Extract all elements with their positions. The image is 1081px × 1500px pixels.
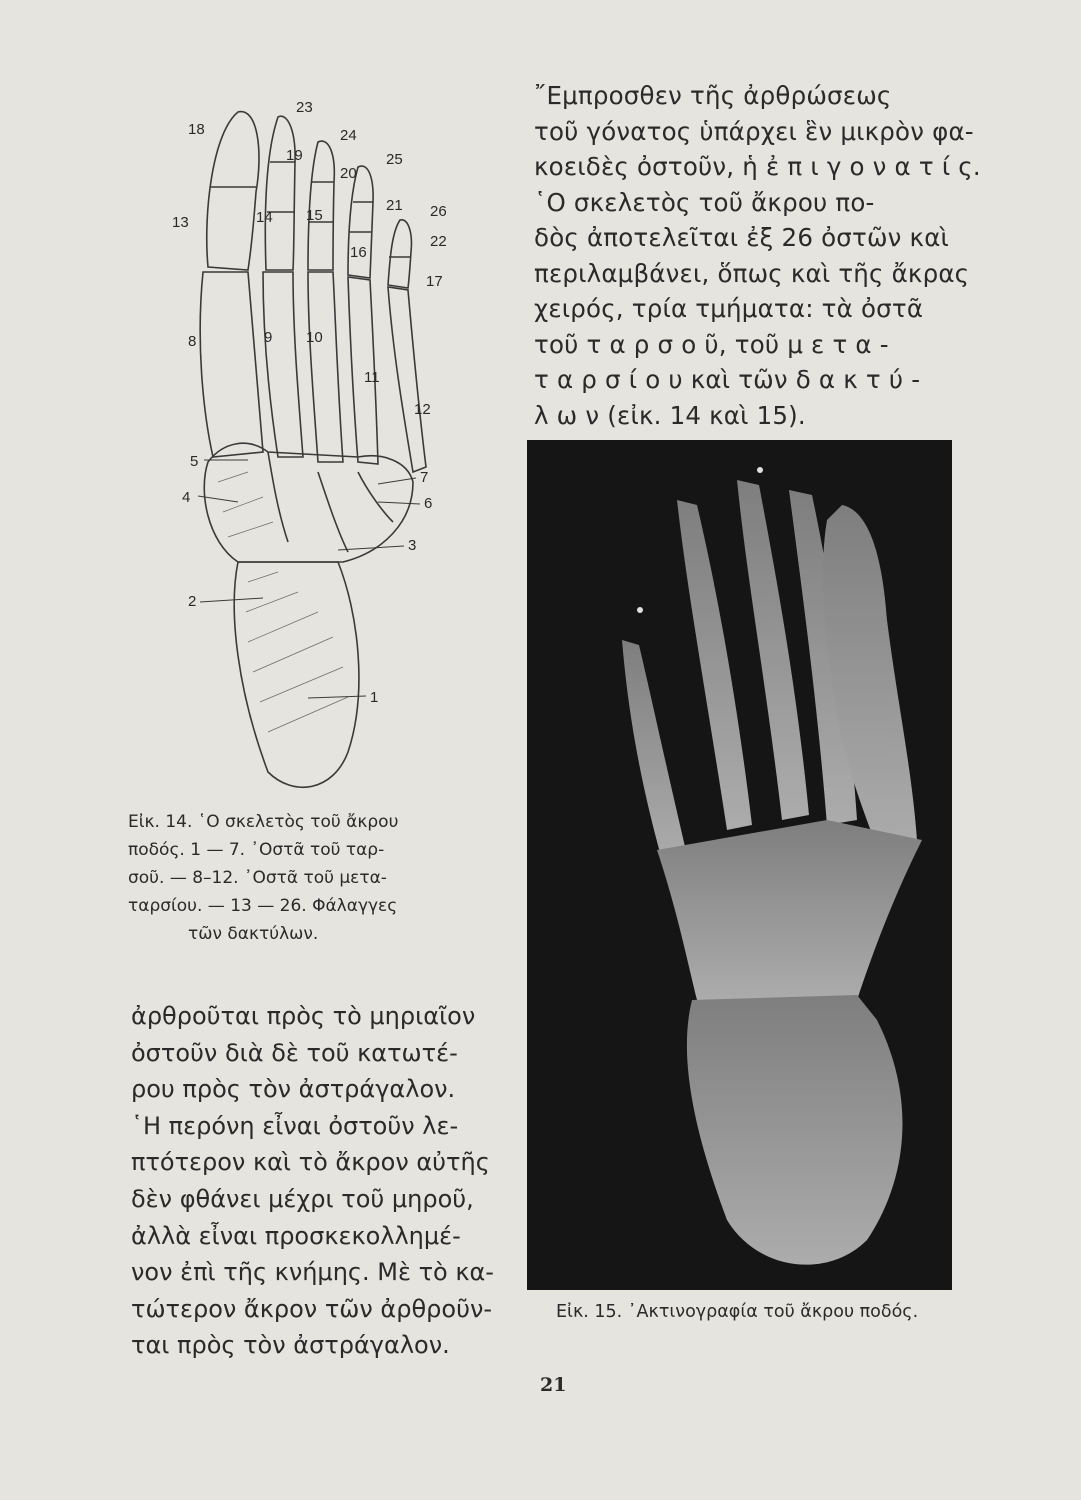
caption-line: τῶν δακτύλων. [188,924,319,944]
text-line: τοῦ τ α ρ σ ο ῦ, τοῦ μ ε τ α - [534,329,889,359]
caption-line: σοῦ. — 8–12. ᾿Οστᾶ τοῦ μετα- [128,868,387,888]
bone-label-3: 3 [408,537,417,554]
text-line: νον ἐπὶ τῆς κνήμης. Μὲ τὸ κα- [131,1258,494,1287]
bone-label-19: 19 [286,147,303,164]
bone-label-5: 5 [190,453,199,470]
text-line: ἀλλὰ εἶναι προσκεκολλημέ- [131,1221,461,1250]
foot-skeleton-figure [168,92,468,802]
text-line: περιλαμβάνει, ὅπως καὶ τῆς ἄκρας [534,258,970,288]
bone-label-7: 7 [420,469,429,486]
bone-label-12: 12 [414,401,431,418]
bone-label-15: 15 [306,207,323,224]
calcaneus-bone [234,562,359,787]
text-line: ῎Εμπροσθεν τῆς ἀρθρώσεως [534,81,892,110]
text-line: χειρός, τρία τμήματα: τὰ ὀστᾶ [534,294,924,323]
caption-line: Εἰκ. 14. ῾Ο σκελετὸς τοῦ ἄκρου [128,812,399,832]
metatarsal-3 [308,272,343,462]
bone-label-14: 14 [256,209,273,226]
bone-label-24: 24 [340,127,357,144]
metatarsal-5 [388,287,426,472]
bone-label-16: 16 [350,244,367,261]
caption-line: ταρσίου. — 13 — 26. Φάλαγγες [128,896,398,916]
phalanx-toe-4 [348,166,373,278]
bone-label-10: 10 [306,329,323,346]
text-line: ὀστοῦν διὰ δὲ τοῦ κατωτέ- [131,1038,458,1067]
bone-label-11: 11 [364,369,380,386]
bone-label-25: 25 [386,151,403,168]
bone-label-8: 8 [188,333,197,350]
bone-label-6: 6 [424,495,433,512]
figure-15-caption: Εἰκ. 15. ᾿Ακτινογραφία τοῦ ἄκρου ποδός. [556,1302,919,1322]
text-line: ρου πρὸς τὸν ἀστράγαλον. [131,1075,456,1104]
right-paragraph [534,78,981,433]
page-number: 21 [540,1374,567,1396]
bone-label-18: 18 [188,121,205,138]
bone-label-20: 20 [340,165,357,182]
bone-label-17: 17 [426,273,443,290]
text-line: ῾Η περόνη εἶναι ὀστοῦν λε- [131,1111,459,1140]
bone-label-4: 4 [182,489,191,506]
phalanx-toe-5 [388,220,411,288]
metatarsal-1 [200,272,263,457]
bone-label-9: 9 [264,329,273,346]
phalanx-toe-3 [308,141,334,270]
text-line: τοῦ γόνατος ὑπάρχει ἓν μικρὸν φα- [534,116,974,146]
bone-label-21: 21 [386,197,403,214]
bone-label-26: 26 [430,203,447,220]
text-line: ται πρὸς τὸν ἀστράγαλον. [131,1331,450,1360]
bone-label-2: 2 [188,593,197,610]
text-line: κοειδὲς ὀστοῦν, ἡ ἐ π ι γ ο ν α τ ί ς. [534,152,981,181]
figure-14-caption [128,808,473,948]
text-line: τώτερον ἄκρον τῶν ἀρθροῦν- [131,1294,493,1323]
text-line: λ ω ν (εἰκ. 14 καὶ 15). [534,400,806,430]
metatarsal-2 [263,272,303,457]
text-line: ῾Ο σκελετὸς τοῦ ἄκρου πο- [534,187,875,217]
text-line: δὲν φθάνει μέχρι τοῦ μηροῦ, [131,1184,474,1213]
phalanx-big-toe [207,112,259,270]
left-paragraph [131,998,494,1364]
bone-label-22: 22 [430,233,447,250]
text-line: ἀρθροῦται πρὸς τὸ μηριαῖον [131,1002,476,1030]
phalanx-toe-2 [265,116,295,270]
text-line: τ α ρ σ ί ο υ καὶ τῶν δ α κ τ ύ - [534,365,921,394]
text-line: δὸς ἀποτελεῖται ἐξ 26 ὀστῶν καὶ [534,223,950,252]
bone-label-1: 1 [370,689,379,706]
foot-xray-photo [527,440,952,1290]
bone-label-23: 23 [296,99,313,116]
bone-label-13: 13 [172,214,189,231]
text-line: πτότερον καὶ τὸ ἄκρον αὐτῆς [131,1148,490,1177]
caption-line: ποδός. 1 — 7. ᾿Οστᾶ τοῦ ταρ- [128,840,385,860]
